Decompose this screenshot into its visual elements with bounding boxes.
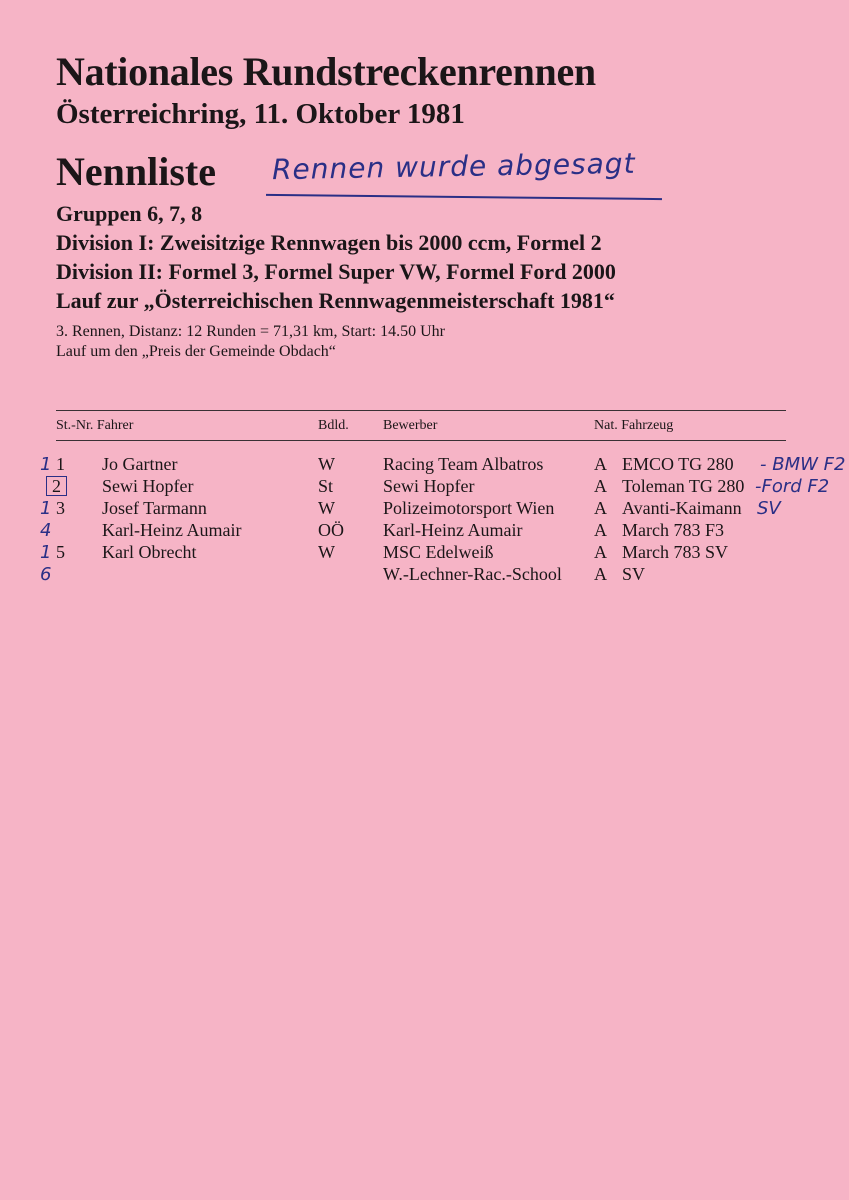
column-header-state: Bdld.	[318, 418, 349, 433]
state-code: OÖ	[318, 520, 344, 540]
driver-name: Josef Tarmann	[102, 498, 207, 518]
state-code: St	[318, 476, 334, 496]
page-title: Nationales Rundstreckenrennen	[56, 49, 596, 94]
handwritten-car-note: -Ford F2	[755, 476, 830, 497]
state-code: W	[318, 498, 335, 518]
entrant-name: Racing Team Albatros	[383, 454, 544, 474]
nationality: A	[594, 542, 607, 562]
state-code: W	[318, 454, 335, 474]
championship-line: Lauf zur „Österreichischen Rennwagenmeisterschaft 1981“	[56, 288, 615, 313]
entrant-name: Polizeimotorsport Wien	[383, 498, 555, 518]
start-number: 5	[56, 542, 65, 562]
column-header-entrant: Bewerber	[383, 418, 438, 433]
handwritten-car-note: - BMW F2	[760, 454, 846, 475]
prize-line: Lauf um den „Preis der Gemeinde Obdach“	[56, 343, 336, 360]
car-model: March 783 SV	[622, 542, 728, 562]
nationality: A	[594, 520, 607, 540]
entrant-name: W.-Lechner-Rac.-School	[383, 564, 562, 584]
table-header-rule	[56, 440, 786, 441]
table-top-rule	[56, 410, 786, 411]
driver-name: Karl-Heinz Aumair	[102, 520, 242, 540]
driver-name: Karl Obrecht	[102, 542, 197, 562]
boxed-start-number: 2	[46, 476, 67, 496]
car-model: SV	[622, 564, 646, 584]
entrant-name: MSC Edelweiß	[383, 542, 494, 562]
race-details-line: 3. Rennen, Distanz: 12 Runden = 71,31 km, Start: 14.50 Uhr	[56, 323, 445, 340]
entrant-name: Sewi Hopfer	[383, 476, 475, 496]
column-header-nat-car: Nat. Fahrzeug	[594, 418, 674, 433]
division-2-line: Division II: Formel 3, Formel Super VW, Formel Ford 2000	[56, 259, 616, 284]
state-code: W	[318, 542, 335, 562]
handwritten-underline	[266, 194, 662, 200]
handwritten-row-mark: 1	[40, 454, 52, 475]
handwritten-car-note: SV	[757, 498, 781, 519]
driver-name: Sewi Hopfer	[102, 476, 194, 496]
start-number	[46, 476, 67, 497]
start-number: 1	[56, 454, 65, 474]
nationality: A	[594, 498, 607, 518]
section-heading: Nennliste	[56, 149, 216, 194]
car-model: EMCO TG 280	[622, 454, 734, 474]
handwritten-cancellation-note: Rennen wurde abgesagt	[271, 146, 636, 187]
page-subtitle: Österreichring, 11. Oktober 1981	[56, 98, 465, 130]
start-number: 3	[56, 498, 65, 518]
nationality: A	[594, 564, 607, 584]
entrant-name: Karl-Heinz Aumair	[383, 520, 523, 540]
car-model: March 783 F3	[622, 520, 724, 540]
driver-name: Jo Gartner	[102, 454, 178, 474]
handwritten-row-mark: 4	[40, 520, 52, 541]
nationality: A	[594, 476, 607, 496]
nationality: A	[594, 454, 607, 474]
division-1-line: Division I: Zweisitzige Rennwagen bis 2000 ccm, Formel 2	[56, 230, 602, 255]
car-model: Avanti-Kaimann	[622, 498, 742, 518]
handwritten-row-mark: 1	[40, 542, 52, 563]
groups-line: Gruppen 6, 7, 8	[56, 201, 203, 226]
handwritten-row-mark: 1	[40, 498, 52, 519]
handwritten-row-mark: 6	[40, 564, 52, 585]
column-header-nr-driver: St.-Nr. Fahrer	[56, 418, 134, 433]
car-model: Toleman TG 280	[622, 476, 745, 496]
